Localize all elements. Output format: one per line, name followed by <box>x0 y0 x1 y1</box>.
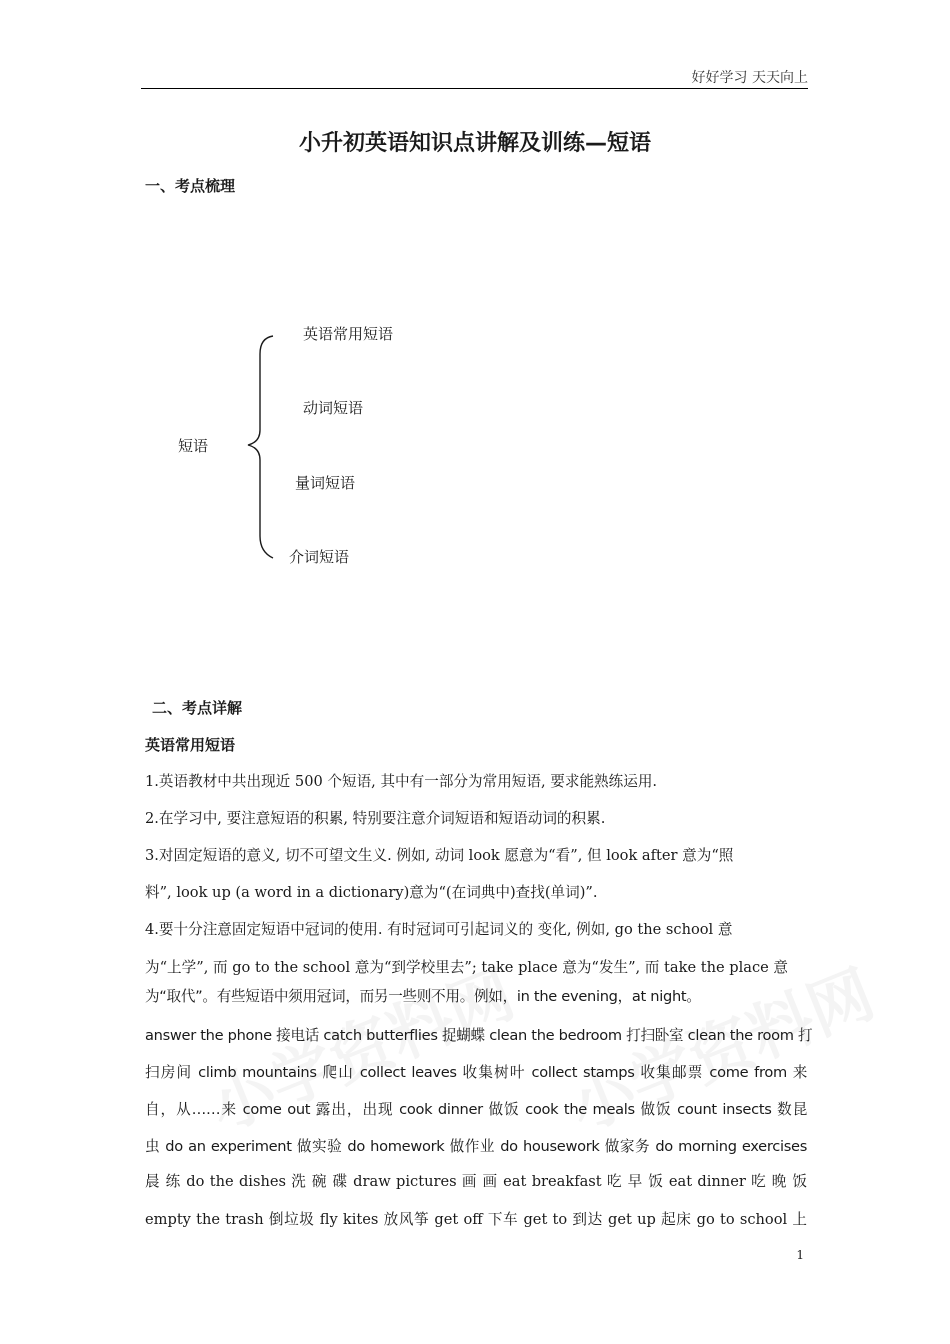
vocab-line: 虫 do an experiment 做实验 do homework 做作业 do housework 做家务 do morning exercises <box>145 1138 807 1155</box>
paragraph-line-5: 4.要十分注意固定短语中冠词的使用. 有时冠词可引起词义的 变化, 例如, go the school 意 <box>145 921 733 938</box>
tree-branch-3: 量词短语 <box>295 474 356 492</box>
section-heading-1: 一、考点梳理 <box>145 177 236 195</box>
paragraph-line-1: 1.英语教材中共出现近 500 个短语, 其中有一部分为常用短语, 要求能熟练运用. <box>145 773 658 790</box>
tree-branch-2: 动词短语 <box>303 399 364 417</box>
vocab-line: answer the phone 接电话 catch butterflies 捉蝴蝶 clean the bedroom 打扫卧室 clean the room 打 <box>145 1027 813 1044</box>
paragraph-line-2: 2.在学习中, 要注意短语的积累, 特别要注意介词短语和短语动词的积累. <box>145 810 606 827</box>
tree-branch-1: 英语常用短语 <box>303 325 394 343</box>
tree-brace <box>240 330 280 570</box>
vocab-line: empty the trash 倒垃圾 fly kites 放风筝 get off 下车 get to 到达 get up 起床 go to school 上 <box>145 1211 807 1228</box>
paragraph-line-3: 3.对固定短语的意义, 切不可望文生义. 例如, 动词 look 愿意为“看”, 但 look after 意为“照 <box>145 847 734 864</box>
page-number: 1 <box>796 1248 804 1262</box>
paragraph-line-6: 为“上学”, 而 go to the school 意为“到学校里去”; take place 意为“发生”, 而 take the place 意 <box>145 959 789 976</box>
page-title: 小升初英语知识点讲解及训练—短语 <box>298 131 651 156</box>
vocab-line: 晨 练 do the dishes 洗 碗 碟 draw pictures 画 画 eat breakfast 吃 早 饭 eat dinner 吃 晚 饭 <box>145 1173 807 1190</box>
tree-branch-4: 介词短语 <box>289 548 350 566</box>
tree-root: 短语 <box>178 437 209 455</box>
paragraph-line-4: 料”, look up (a word in a dictionary)意为“(在词典中)查找(单词)”. <box>145 884 598 901</box>
vocab-line: 自，从……来 come out 露出，出现 cook dinner 做饭 cook the meals 做饭 count insects 数昆 <box>145 1101 807 1118</box>
header-rule <box>141 88 808 89</box>
section-heading-2: 二、考点详解 <box>152 699 243 717</box>
vocab-line: 扫房间 climb mountains 爬山 collect leaves 收集树叶 collect stamps 收集邮票 come from 来 <box>145 1064 807 1081</box>
page-header: 好好学习 天天向上 <box>691 70 808 86</box>
subheading: 英语常用短语 <box>145 736 236 754</box>
paragraph-sans-line: 为“取代”。有些短语中须用冠词，而另一些则不用。例如，in the evening，at night。 <box>145 988 701 1005</box>
